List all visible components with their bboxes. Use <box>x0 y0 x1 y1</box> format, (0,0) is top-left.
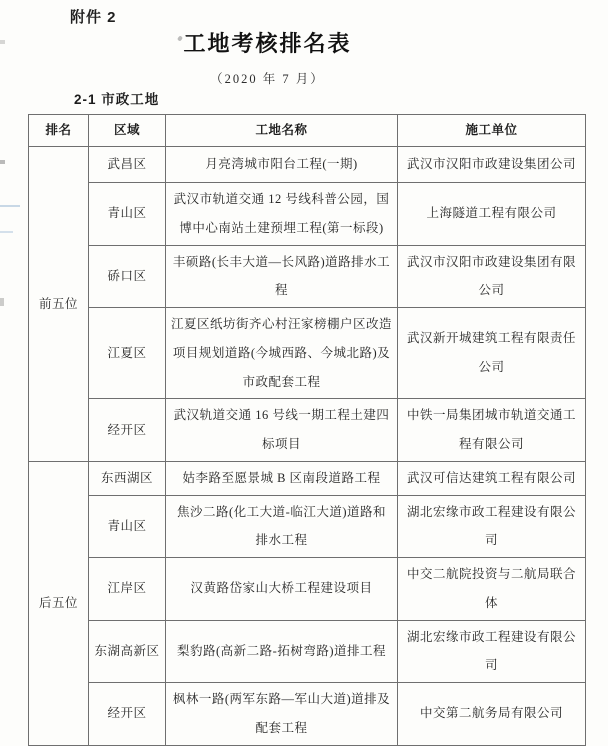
contractor-cell: 中铁一局集团城市轨道交通工程有限公司 <box>398 399 586 462</box>
page-subtitle: （2020 年 7 月） <box>210 72 325 86</box>
rank-group-bottom5: 后五位 <box>29 461 89 745</box>
region-cell: 江岸区 <box>89 558 166 621</box>
contractor-cell: 武汉可信达建筑工程有限公司 <box>398 461 586 495</box>
table-row <box>29 399 586 462</box>
region-cell: 硚口区 <box>89 245 166 308</box>
title-block <box>0 27 535 87</box>
contractor-cell: 湖北宏缘市政工程建设有限公司 <box>398 620 586 683</box>
site-cell: 月亮湾城市阳台工程(一期) <box>166 147 398 183</box>
site-cell: 江夏区纸坊街齐心村汪家榜棚户区改造项目规划道路(今城西路、今城北路)及市政配套工程 <box>166 308 398 399</box>
contractor-cell: 武汉市汉阳市政建设集团有限公司 <box>398 245 586 308</box>
site-cell: 丰硕路(长丰大道—长风路)道路排水工程 <box>166 245 398 308</box>
table-row <box>29 461 586 495</box>
site-cell: 武汉轨道交通 16 号线一期工程土建四标项目 <box>166 399 398 462</box>
contractor-cell: 武汉市汉阳市政建设集团公司 <box>398 147 586 183</box>
region-cell: 江夏区 <box>89 308 166 399</box>
table-row <box>29 245 586 308</box>
table-row <box>29 495 586 558</box>
region-cell: 经开区 <box>89 399 166 462</box>
site-cell: 武汉市轨道交通 12 号线科普公园，国博中心南站土建预埋工程(第一标段) <box>166 183 398 246</box>
column-header-contractor: 施工单位 <box>398 115 586 147</box>
attachment-label: 附件 2 <box>70 9 117 26</box>
table-row <box>29 683 586 746</box>
scan-artifact <box>0 298 4 306</box>
column-header-region: 区域 <box>89 115 166 147</box>
contractor-cell: 中交二航院投资与二航局联合体 <box>398 558 586 621</box>
scan-artifact <box>0 231 13 233</box>
header-row <box>29 115 586 147</box>
table-row <box>29 620 586 683</box>
region-cell: 经开区 <box>89 683 166 746</box>
rank-group-top5: 前五位 <box>29 147 89 462</box>
scan-artifact <box>0 205 20 207</box>
region-cell: 青山区 <box>89 183 166 246</box>
ranking-table <box>28 114 586 746</box>
column-header-site: 工地名称 <box>166 115 398 147</box>
column-header-rank: 排名 <box>29 115 89 147</box>
contractor-cell: 湖北宏缘市政工程建设有限公司 <box>398 495 586 558</box>
site-cell: 汉黄路岱家山大桥工程建设项目 <box>166 558 398 621</box>
section-label: 2-1 市政工地 <box>74 92 160 107</box>
table-row <box>29 558 586 621</box>
scan-artifact <box>0 160 5 164</box>
page-title: 工地考核排名表 <box>183 31 352 56</box>
site-cell: 枫林一路(两军东路—军山大道)道排及配套工程 <box>166 683 398 746</box>
region-cell: 武昌区 <box>89 147 166 183</box>
region-cell: 东湖高新区 <box>89 620 166 683</box>
contractor-cell: 上海隧道工程有限公司 <box>398 183 586 246</box>
region-cell: 青山区 <box>89 495 166 558</box>
site-cell: 姑李路至愿景城 B 区南段道路工程 <box>166 461 398 495</box>
table-row <box>29 183 586 246</box>
site-cell: 梨豹路(高新二路-拓树弯路)道排工程 <box>166 620 398 683</box>
site-cell: 焦沙二路(化工大道-临江大道)道路和排水工程 <box>166 495 398 558</box>
region-cell: 东西湖区 <box>89 461 166 495</box>
contractor-cell: 武汉新开城建筑工程有限责任公司 <box>398 308 586 399</box>
table-row <box>29 147 586 183</box>
contractor-cell: 中交第二航务局有限公司 <box>398 683 586 746</box>
table-row <box>29 308 586 399</box>
